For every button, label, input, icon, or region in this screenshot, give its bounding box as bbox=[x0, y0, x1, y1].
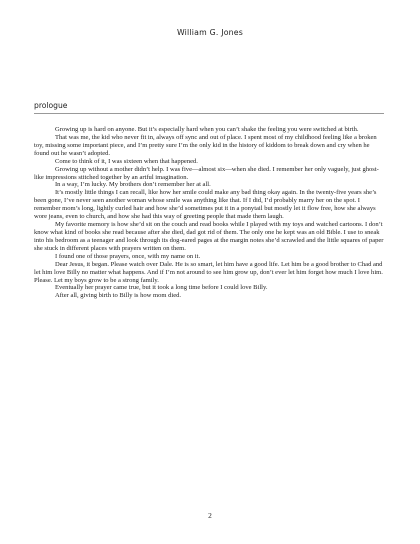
paragraph: Come to think of it, I was sixteen when that happened. bbox=[55, 157, 198, 165]
paragraph: In a way, I’m lucky. My brothers don’t remember her at all. bbox=[55, 181, 211, 189]
paragraph: Growing up without a mother didn’t help. I was five—almost six—when she died. I remember her only vaguely, just ghost-like impressions stitched together by an artful imagination. bbox=[34, 165, 379, 181]
paragraph: My favorite memory is how she’d sit on the couch and read books while I played with my toys and watched cartoons. I don’t know what kind of books she read because after she died, dad got rid of them. The only one he kept was an old Bible. I use to sneak into his bedroom as a teenager and look through its dog-eared pages at the margin notes she’d scrawled and the little squares of paper she stuck in different places with prayers written on them. bbox=[34, 221, 384, 252]
chapter-title: prologue bbox=[34, 101, 68, 110]
paragraph: After all, giving birth to Billy is how mom died. bbox=[55, 292, 182, 300]
paragraph: Dear Jesus, it began. Please watch over Dale. He is so smart, let him have a good life. Let him be a good brother to Chad and let him love Billy no matter what happens. And if I’m not around to see him grow up, don’t ever let him forget how much I love him. Please. Let my boys grow to be a strong family. bbox=[34, 260, 383, 284]
page-number: 2 bbox=[208, 511, 212, 520]
paragraph: It’s mostly little things I can recall, like how her smile could make any bad thing okay again. In the twenty-five years she’s been gone, I’ve never seen another woman whose smile was anything like that. If I did, I’d probably marry her on the spot. I remember mom’s long, lightly curled hair and how she’d sometimes put it in a ponytail but mostly let it flow free, how she always wore jeans, even to church, and how she had this way of greeting people that made them laugh. bbox=[34, 189, 377, 221]
paragraph: Eventually her prayer came true, but it took a long time before I could love Billy. bbox=[55, 284, 268, 292]
paragraph: Growing up is hard on anyone. But it’s especially hard when you can’t shake the feeling you were switched at birth. bbox=[55, 126, 359, 133]
paragraph: That was me, the kid who never fit in, always off sync and out of place. I spent most of my childhood feeling like a broken toy, missing some important piece, and I’m pretty sure I’m the only kid in the history of kiddom to break down and cry when he found out he wasn’t adopted. bbox=[34, 133, 377, 157]
running-header-author: William G. Jones bbox=[176, 28, 244, 37]
body-text bbox=[34, 126, 386, 300]
chapter-divider bbox=[34, 113, 384, 114]
paragraph: I found one of those prayers, once, with my name on it. bbox=[55, 252, 201, 260]
